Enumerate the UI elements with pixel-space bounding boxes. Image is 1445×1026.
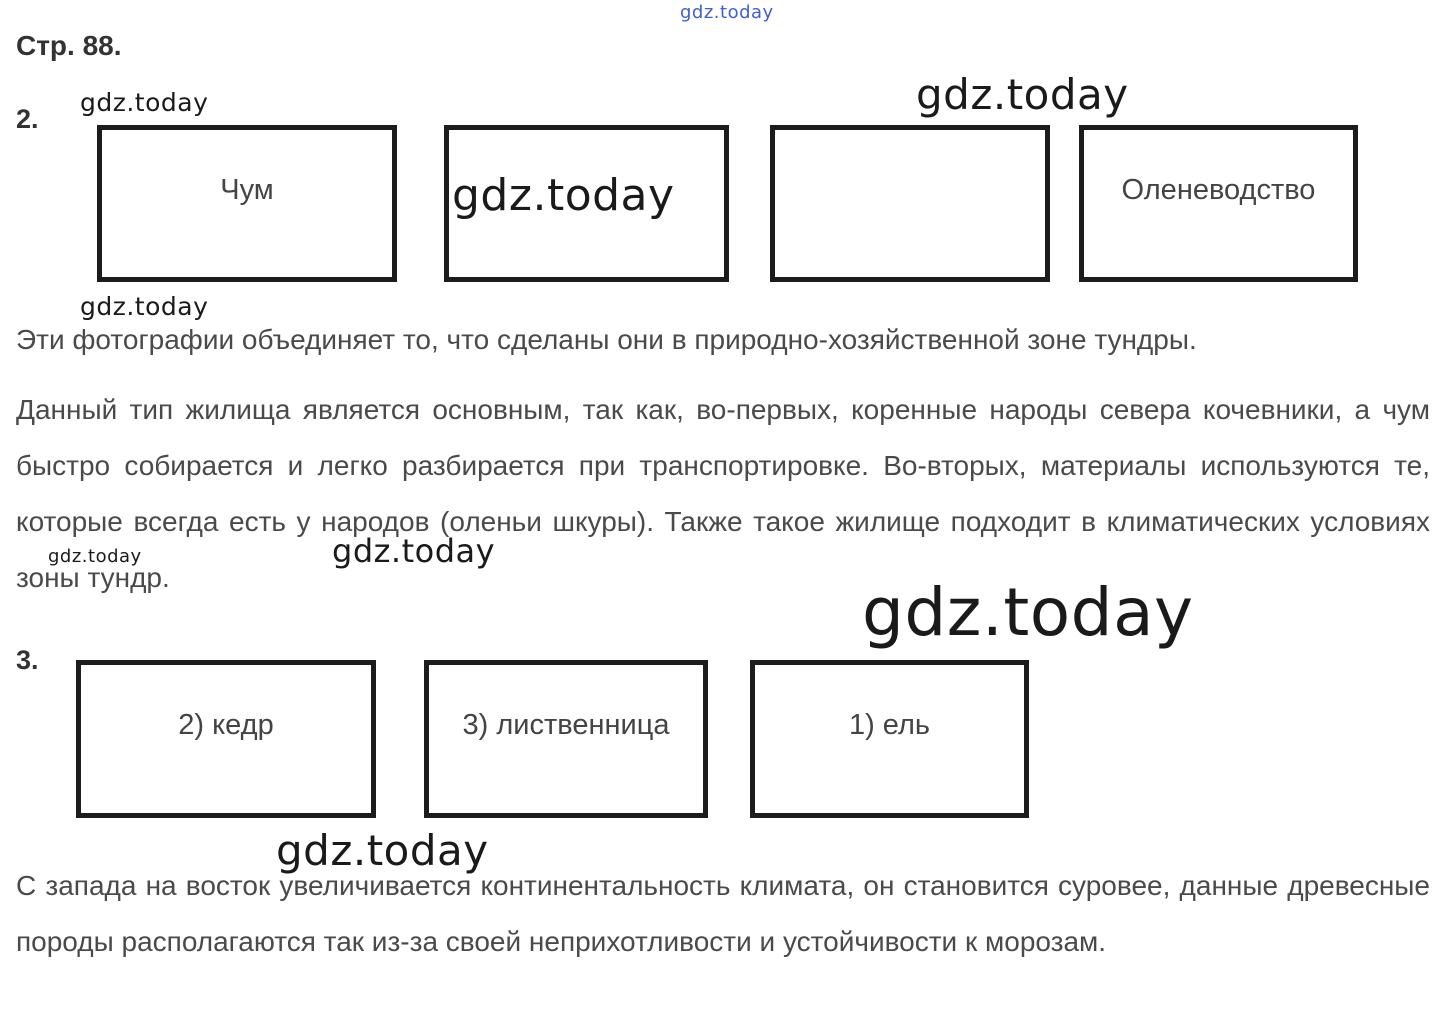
task-2-box-3	[770, 125, 1050, 282]
task-2-box-1	[97, 125, 397, 282]
watermark: gdz.today	[48, 546, 142, 567]
task-3-box-3-label: 1) ель	[848, 709, 931, 741]
task-2-box-1-label: Чум	[220, 174, 274, 206]
watermark: gdz.today	[916, 70, 1129, 119]
watermark: gdz.today	[80, 292, 209, 321]
task-3-explanation: С запада на восток увеличивается континентальность климата, он становится суровее, данные древесные породы располагаются так из-за своей неприхотливости и устойчивости к морозам.	[16, 870, 1430, 957]
task-3-box-2	[424, 660, 708, 818]
watermark-top: gdz.today	[680, 2, 774, 23]
task-2-explanation: Данный тип жилища является основным, так как, во-первых, коренные народы севера кочевники, а чум быстро собирается и легко разбирается при транспортировке. Во-вторых, материалы используются те, которые всегда есть у народов (оленьи шкуры). Также такое жилище подходит в климатических условиях зоны тундр.	[16, 394, 1430, 593]
task-3-box-2-label: 3) лиственница	[462, 709, 670, 741]
page-title: Стр. 88.	[16, 30, 122, 61]
task-2-number: 2.	[16, 104, 39, 134]
task-2-summary: Эти фотографии объединяет то, что сделаны они в природно-хозяйственной зоне тундры.	[16, 324, 1197, 355]
task-3-number: 3.	[16, 645, 39, 675]
task-3-box-1	[76, 660, 376, 818]
task-3-box-3	[750, 660, 1029, 818]
watermark: gdz.today	[332, 532, 496, 570]
watermark: gdz.today	[452, 170, 675, 221]
task-2-box-4-label: Оленеводство	[1121, 174, 1316, 206]
task-2-box-4	[1079, 125, 1358, 282]
watermark: gdz.today	[862, 574, 1194, 651]
task-3-box-1-label: 2) кедр	[178, 709, 274, 741]
watermark: gdz.today	[80, 88, 209, 117]
watermark: gdz.today	[276, 826, 489, 875]
